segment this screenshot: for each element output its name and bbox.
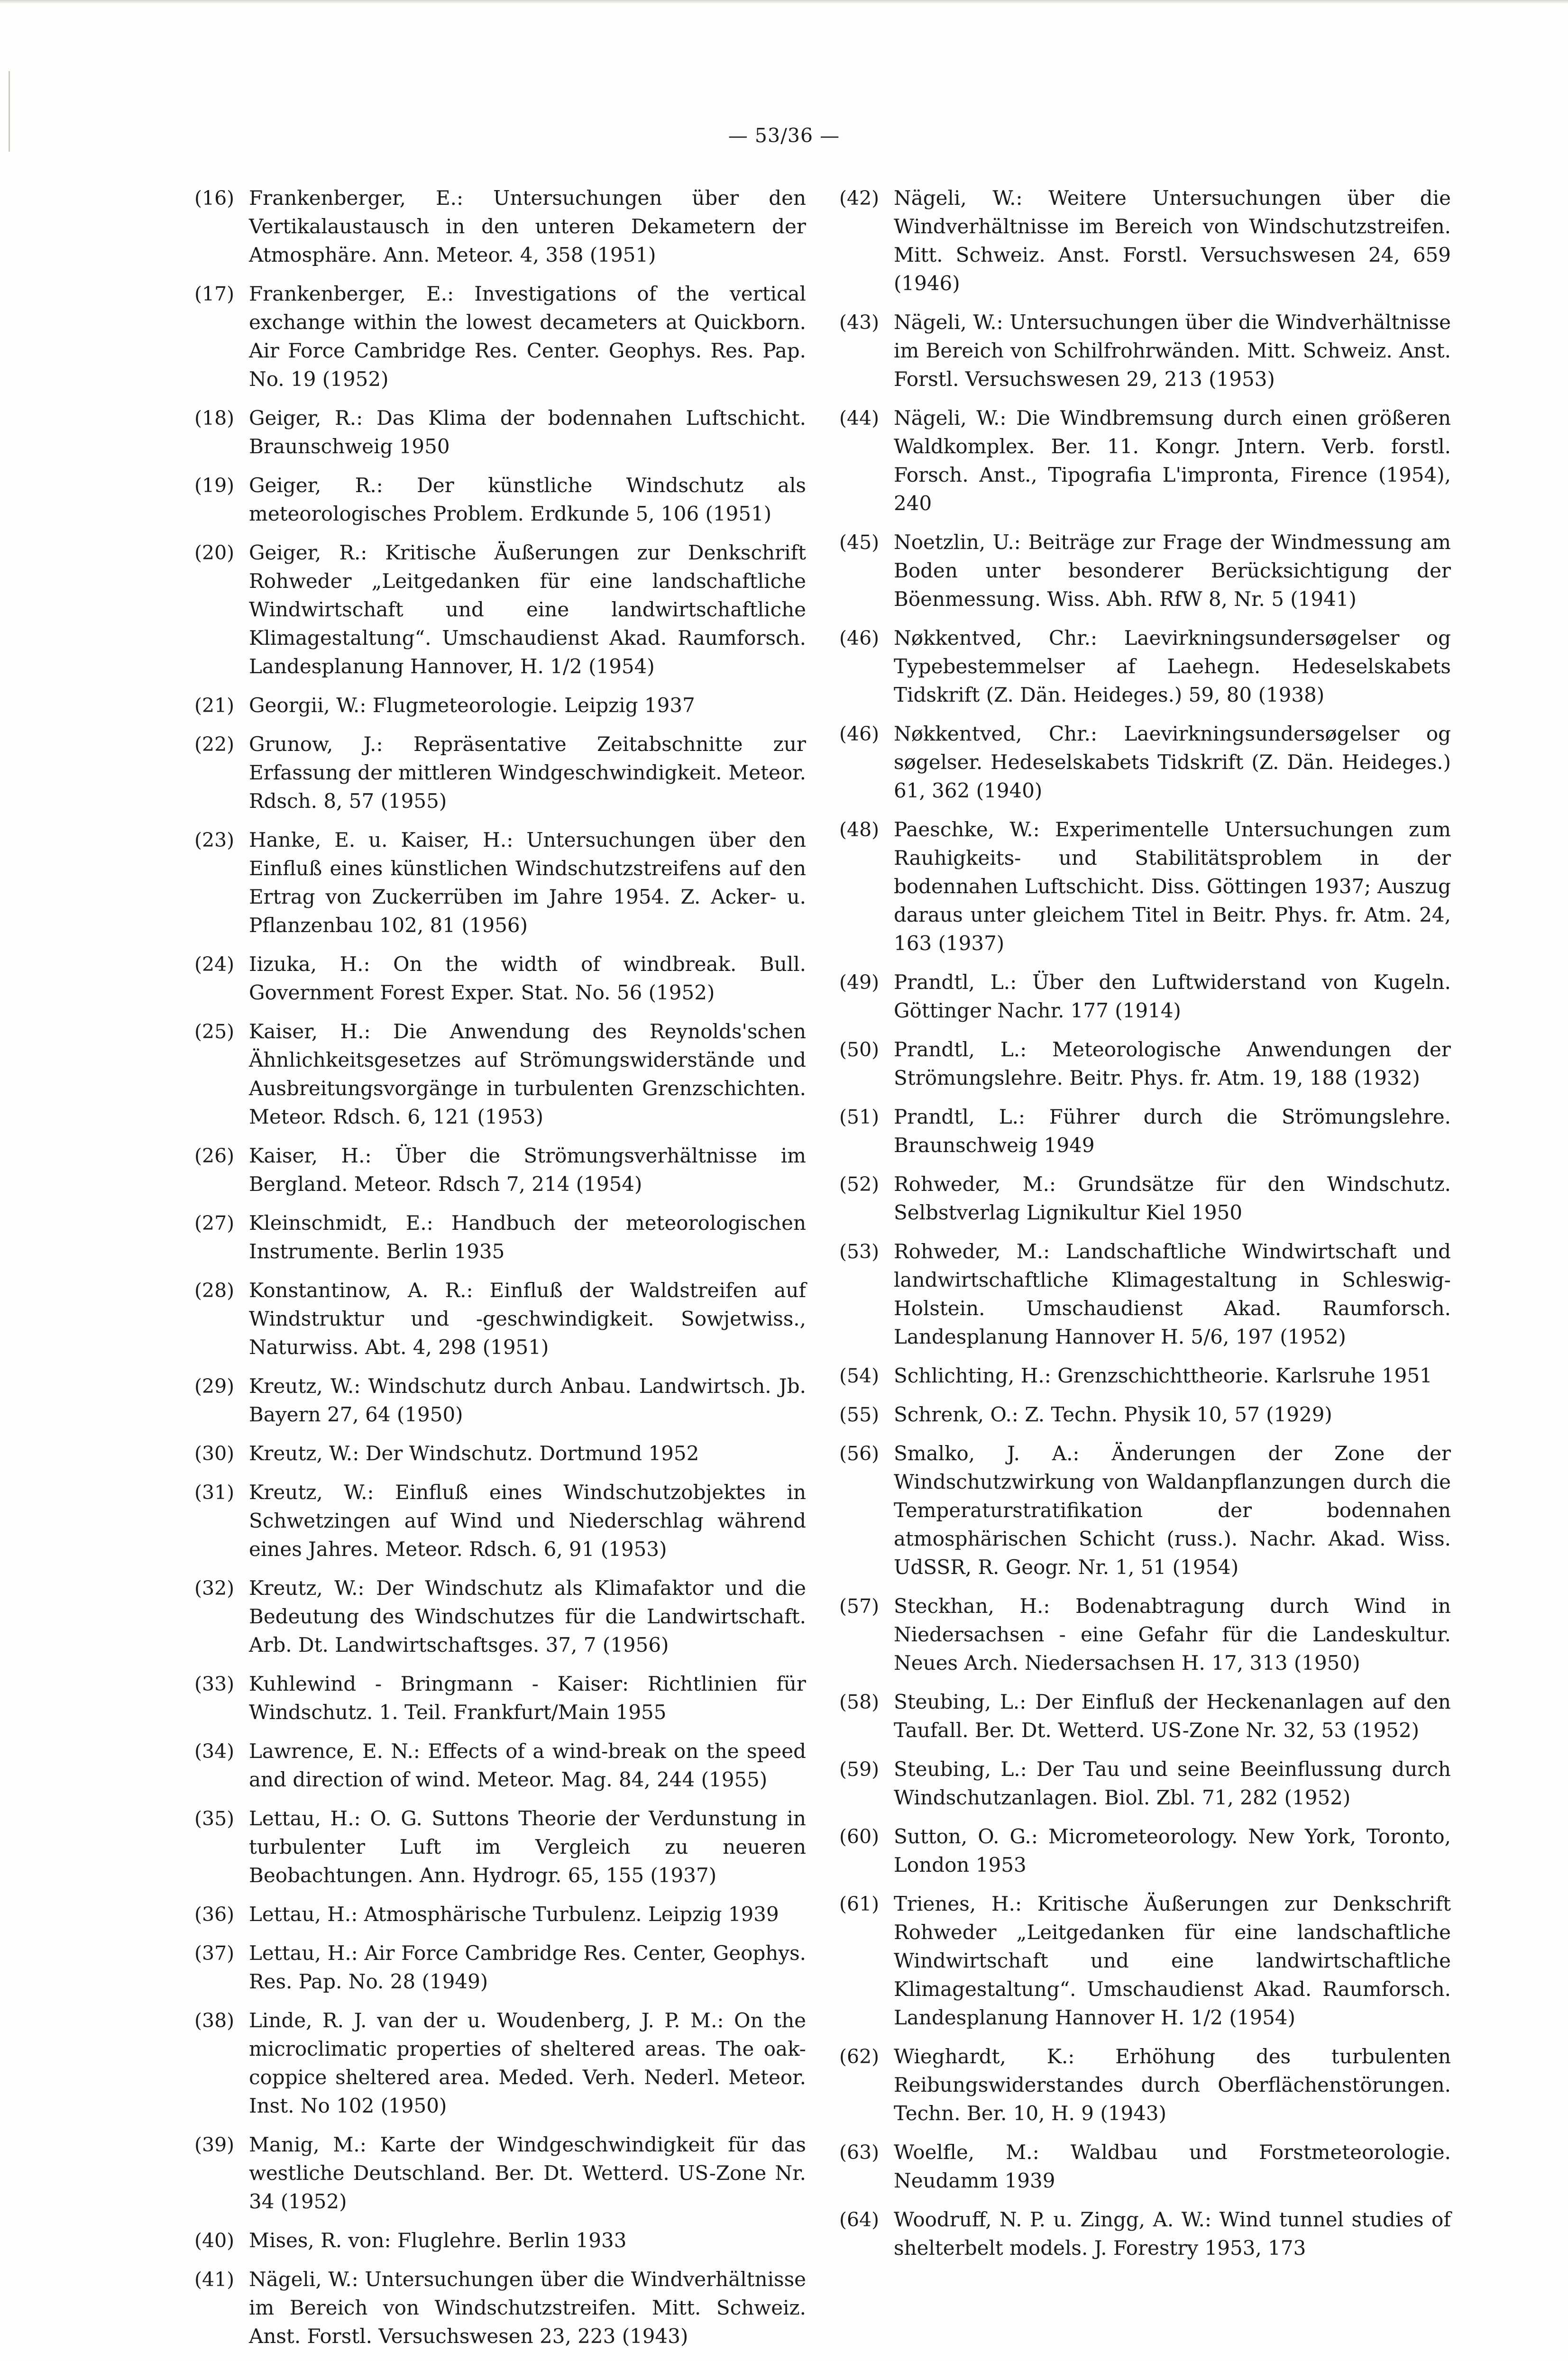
reference-text: Schlichting, H.: Grenzschichttheorie. Karlsruhe 1951: [894, 1364, 1432, 1387]
reference-entry: [194, 1804, 806, 1890]
page-number: — 53/36 —: [728, 124, 840, 147]
reference-entry: [839, 2042, 1451, 2128]
reference-number: (44): [839, 407, 880, 430]
reference-number: (56): [839, 1442, 880, 1465]
reference-text: Prandtl, L.: Über den Luftwiderstand von Kugeln. Göttinger Nachr. 177 (1914): [894, 970, 1451, 1022]
reference-entry: [839, 1439, 1451, 1582]
reference-text: Geiger, R.: Der künstliche Windschutz als meteorologisches Problem. Erdkunde 5, 106 (1951): [249, 474, 806, 525]
reference-number: (48): [839, 818, 880, 841]
reference-text: Nägeli, W.: Untersuchungen über die Windverhältnisse im Bereich von Windschutzstreifen. Mitt. Schweiz. Anst. Forstl. Versuchswesen 23, 223 (1943): [249, 2268, 806, 2348]
reference-number: (63): [839, 2141, 880, 2164]
reference-number: (45): [839, 531, 880, 554]
reference-entry: [194, 404, 806, 461]
reference-entry: [194, 730, 806, 815]
reference-text: Iizuka, H.: On the width of windbreak. Bull. Government Forest Exper. Stat. No. 56 (1952): [249, 952, 806, 1004]
reference-number: (35): [194, 1807, 235, 1830]
reference-number: (41): [194, 2268, 235, 2291]
reference-entry: [194, 1670, 806, 1727]
reference-number: (55): [839, 1403, 880, 1426]
reference-entry: [194, 950, 806, 1007]
reference-number: (22): [194, 733, 235, 756]
reference-entry: [194, 1142, 806, 1199]
reference-number: (37): [194, 1942, 235, 1965]
reference-number: (53): [839, 1240, 880, 1263]
reference-entry: [194, 2265, 806, 2351]
reference-text: Steubing, L.: Der Tau und seine Beeinflussung durch Windschutzanlagen. Biol. Zbl. 71, 282 (1952): [894, 1757, 1451, 1809]
reference-number: (24): [194, 953, 235, 976]
reference-number: (30): [194, 1442, 235, 1465]
reference-text: Geiger, R.: Kritische Äußerungen zur Denkschrift Rohweder „Leitgedanken für eine landschaftliche Windwirtschaft und eine landwirtschaftliche Klimagestaltung“. Umschaudienst Akad. Raumforsch. Landesplanung Hannover, H. 1/2 (1954): [249, 541, 806, 678]
reference-entry: [839, 404, 1451, 518]
reference-entry: [839, 624, 1451, 709]
reference-text: Hanke, E. u. Kaiser, H.: Untersuchungen über den Einfluß eines künstlichen Windschutzstreifens auf den Ertrag von Zuckerrüben im Jahre 1954. Z. Acker- u. Pflanzenbau 102, 81 (1956): [249, 828, 806, 937]
reference-text: Prandtl, L.: Meteorologische Anwendungen der Strömungslehre. Beitr. Phys. fr. Atm. 19, 188 (1932): [894, 1038, 1451, 1089]
reference-text: Geiger, R.: Das Klima der bodennahen Luftschicht. Braunschweig 1950: [249, 406, 806, 458]
reference-text: Rohweder, M.: Grundsätze für den Windschutz. Selbstverlag Lignikultur Kiel 1950: [894, 1172, 1451, 1224]
reference-entry: [839, 2138, 1451, 2195]
reference-text: Noetzlin, U.: Beiträge zur Frage der Windmessung am Boden unter besonderer Berücksichtigung der Böenmessung. Wiss. Abh. RfW 8, Nr. 5 (1941): [894, 531, 1451, 611]
reference-number: (62): [839, 2045, 880, 2068]
reference-number: (27): [194, 1212, 235, 1235]
reference-number: (50): [839, 1038, 880, 1061]
reference-entry: [839, 1237, 1451, 1351]
reference-entry: [839, 720, 1451, 805]
reference-number: (17): [194, 283, 235, 305]
reference-number: (36): [194, 1903, 235, 1926]
reference-entry: [839, 968, 1451, 1025]
reference-number: (18): [194, 407, 235, 430]
reference-text: Paeschke, W.: Experimentelle Untersuchungen zum Rauhigkeits- und Stabilitätsproblem in der bodennahen Luftschicht. Diss. Göttingen 1937; Auszug daraus unter gleichem Titel in Beitr. Phys. fr. Atm. 24, 163 (1937): [894, 818, 1451, 955]
reference-entry: [839, 1755, 1451, 1812]
reference-text: Trienes, H.: Kritische Äußerungen zur Denkschrift Rohweder „Leitgedanken für eine landschaftliche Windwirtschaft und eine landwirtschaftliche Klimagestaltung“. Umschaudienst Akad. Raumforsch. Landesplanung Hannover H. 1/2 (1954): [894, 1892, 1451, 2029]
reference-entry: [194, 2006, 806, 2120]
reference-entry: [194, 691, 806, 720]
reference-number: (52): [839, 1173, 880, 1196]
reference-entry: [194, 2131, 806, 2216]
reference-text: Nøkkentved, Chr.: Laevirkningsundersøgelser og Typebestemmelser af Laehegn. Hedeselskabets Tidskrift (Z. Dän. Heideges.) 59, 80 (1938): [894, 626, 1451, 706]
reference-number: (57): [839, 1595, 880, 1618]
reference-text: Kleinschmidt, E.: Handbuch der meteorologischen Instrumente. Berlin 1935: [249, 1211, 806, 1263]
reference-entry: [194, 1737, 806, 1794]
reference-text: Nägeli, W.: Untersuchungen über die Windverhältnisse im Bereich von Schilfrohrwänden. Mitt. Schweiz. Anst. Forstl. Versuchswesen 29, 213 (1953): [894, 311, 1451, 391]
reference-text: Frankenberger, E.: Investigations of the vertical exchange within the lowest decameters at Quickborn. Air Force Cambridge Res. Center. Geophys. Res. Pap. No. 19 (1952): [249, 282, 806, 391]
reference-number: (34): [194, 1740, 235, 1763]
reference-entry: [194, 280, 806, 394]
reference-number: (39): [194, 2133, 235, 2156]
reference-number: (21): [194, 694, 235, 717]
reference-number: (64): [839, 2208, 880, 2231]
reference-entry: [194, 539, 806, 681]
reference-number: (32): [194, 1577, 235, 1600]
reference-entry: [839, 1103, 1451, 1160]
reference-number: (16): [194, 187, 235, 210]
reference-entry: [194, 471, 806, 528]
reference-number: (54): [839, 1364, 880, 1387]
reference-text: Konstantinow, A. R.: Einfluß der Waldstreifen auf Windstruktur und -geschwindigkeit. Sowjetwiss., Naturwiss. Abt. 4, 298 (1951): [249, 1279, 806, 1359]
reference-entry: [194, 1017, 806, 1131]
reference-number: (61): [839, 1893, 880, 1915]
reference-entry: [194, 1478, 806, 1564]
reference-text: Rohweder, M.: Landschaftliche Windwirtschaft und landwirtschaftliche Klimagestaltung in Schleswig-Holstein. Umschaudienst Akad. Raumforsch. Landesplanung Hannover H. 5/6, 197 (1952): [894, 1240, 1451, 1348]
reference-text: Kuhlewind - Bringmann - Kaiser: Richtlinien für Windschutz. 1. Teil. Frankfurt/Main 1955: [249, 1672, 806, 1724]
reference-text: Kaiser, H.: Über die Strömungsverhältnisse im Bergland. Meteor. Rdsch 7, 214 (1954): [249, 1144, 806, 1196]
reference-entry: [839, 2205, 1451, 2262]
reference-text: Manig, M.: Karte der Windgeschwindigkeit für das westliche Deutschland. Ber. Dt. Wetterd. US-Zone Nr. 34 (1952): [249, 2133, 806, 2213]
reference-entry: [839, 1890, 1451, 2032]
reference-entry: [194, 2226, 806, 2255]
reference-entry: [194, 184, 806, 269]
reference-number: (23): [194, 829, 235, 851]
reference-text: Schrenk, O.: Z. Techn. Physik 10, 57 (1929): [894, 1403, 1332, 1426]
reference-text: Kreutz, W.: Einfluß eines Windschutzobjektes in Schwetzingen auf Wind und Niederschlag während eines Jahres. Meteor. Rdsch. 6, 91 (1953): [249, 1481, 806, 1561]
reference-number: (49): [839, 971, 880, 994]
reference-text: Mises, R. von: Fluglehre. Berlin 1933: [249, 2229, 627, 2252]
reference-number: (59): [839, 1758, 880, 1781]
reference-text: Grunow, J.: Repräsentative Zeitabschnitte zur Erfassung der mittleren Windgeschwindigkeit. Meteor. Rdsch. 8, 57 (1955): [249, 732, 806, 813]
reference-entry: [839, 1362, 1451, 1390]
reference-number: (29): [194, 1375, 235, 1398]
reference-number: (46): [839, 723, 880, 745]
reference-entry: [839, 1400, 1451, 1429]
reference-entry: [194, 1574, 806, 1659]
reference-number: (33): [194, 1673, 235, 1695]
reference-text: Smalko, J. A.: Änderungen der Zone der Windschutzwirkung von Waldanpflanzungen durch die Temperaturstratifikation der bodennahen atmosphärischen Schicht (russ.). Nachr. Akad. Wiss. UdSSR, R. Geogr. Nr. 1, 51 (1954): [894, 1442, 1451, 1579]
reference-number: (43): [839, 311, 880, 334]
reference-text: Woelfle, M.: Waldbau und Forstmeteorologie. Neudamm 1939: [894, 2141, 1451, 2192]
reference-text: Georgii, W.: Flugmeteorologie. Leipzig 1937: [249, 694, 695, 717]
reference-entry: [839, 308, 1451, 394]
reference-text: Nägeli, W.: Die Windbremsung durch einen größeren Waldkomplex. Ber. 11. Kongr. Jntern. Verb. forstl. Forsch. Anst., Tipografia L'impronta, Firence (1954), 240: [894, 406, 1451, 515]
reference-entry: [839, 1035, 1451, 1092]
reference-entry: [194, 1939, 806, 1996]
reference-text: Lettau, H.: Air Force Cambridge Res. Center, Geophys. Res. Pap. No. 28 (1949): [249, 1941, 806, 1993]
reference-number: (28): [194, 1279, 235, 1302]
reference-number: (25): [194, 1020, 235, 1043]
reference-number: (38): [194, 2009, 235, 2032]
reference-text: Kreutz, W.: Windschutz durch Anbau. Landwirtsch. Jb. Bayern 27, 64 (1950): [249, 1374, 806, 1426]
reference-entry: [194, 826, 806, 940]
reference-entry: [839, 184, 1451, 298]
reference-number: (26): [194, 1144, 235, 1167]
reference-entry: [194, 1439, 806, 1468]
reference-entry: [194, 1209, 806, 1266]
reference-text: Nägeli, W.: Weitere Untersuchungen über die Windverhältnisse im Bereich von Windschutzstreifen. Mitt. Schweiz. Anst. Forstl. Versuchswesen 24, 659 (1946): [894, 186, 1451, 295]
references-column-left: [194, 184, 806, 2361]
reference-entry: [194, 1900, 806, 1929]
reference-number: (42): [839, 187, 880, 210]
reference-number: (19): [194, 474, 235, 497]
reference-text: Prandtl, L.: Führer durch die Strömungslehre. Braunschweig 1949: [894, 1105, 1451, 1157]
reference-text: Kreutz, W.: Der Windschutz. Dortmund 1952: [249, 1442, 699, 1465]
reference-entry: [839, 815, 1451, 958]
reference-text: Lettau, H.: O. G. Suttons Theorie der Verdunstung in turbulenter Luft im Vergleich zu neueren Beobachtungen. Ann. Hydrogr. 65, 155 (1937): [249, 1807, 806, 1887]
reference-number: (40): [194, 2229, 235, 2252]
reference-entry: [839, 1822, 1451, 1879]
scan-edge: [0, 0, 1568, 4]
reference-text: Steubing, L.: Der Einfluß der Heckenanlagen auf den Taufall. Ber. Dt. Wetterd. US-Zone Nr. 32, 53 (1952): [894, 1690, 1451, 1742]
reference-entry: [194, 1276, 806, 1362]
reference-text: Lettau, H.: Atmosphärische Turbulenz. Leipzig 1939: [249, 1903, 779, 1926]
reference-text: Wieghardt, K.: Erhöhung des turbulenten Reibungswiderstandes durch Oberflächenstörungen. Techn. Ber. 10, H. 9 (1943): [894, 2045, 1451, 2125]
reference-entry: [839, 1688, 1451, 1745]
reference-text: Lawrence, E. N.: Effects of a wind-break on the speed and direction of wind. Meteor. Mag. 84, 244 (1955): [249, 1739, 806, 1791]
reference-text: Kaiser, H.: Die Anwendung des Reynolds'schen Ähnlichkeitsgesetzes auf Strömungswiderstände und Ausbreitungsvorgänge in turbulenten Grenzschichten. Meteor. Rdsch. 6, 121 (1953): [249, 1020, 806, 1128]
reference-number: (58): [839, 1691, 880, 1713]
references-column-right: [839, 184, 1451, 2273]
reference-entry: [839, 528, 1451, 613]
reference-text: Frankenberger, E.: Untersuchungen über den Vertikalaustausch in den unteren Dekametern der Atmosphäre. Ann. Meteor. 4, 358 (1951): [249, 186, 806, 266]
reference-text: Nøkkentved, Chr.: Laevirkningsundersøgelser og søgelser. Hedeselskabets Tidskrift (Z. Dän. Heideges.) 61, 362 (1940): [894, 722, 1451, 802]
reference-number: (60): [839, 1825, 880, 1848]
reference-number: (20): [194, 541, 235, 564]
reference-text: Steckhan, H.: Bodenabtragung durch Wind in Niedersachsen - eine Gefahr für die Landeskultur. Neues Arch. Niedersachsen H. 17, 313 (1950): [894, 1594, 1451, 1675]
reference-entry: [839, 1592, 1451, 1677]
reference-number: (46): [839, 627, 880, 650]
reference-number: (51): [839, 1106, 880, 1128]
reference-text: Linde, R. J. van der u. Woudenberg, J. P. M.: On the microclimatic properties of sheltered areas. The oak-coppice sheltered area. Meded. Verh. Nederl. Meteor. Inst. No 102 (1950): [249, 2009, 806, 2117]
reference-entry: [839, 1170, 1451, 1227]
reference-entry: [194, 1372, 806, 1429]
reference-text: Sutton, O. G.: Micrometeorology. New York, Toronto, London 1953: [894, 1825, 1451, 1876]
reference-text: Kreutz, W.: Der Windschutz als Klimafaktor und die Bedeutung des Windschutzes für die Landwirtschaft. Arb. Dt. Landwirtschaftsges. 37, 7 (1956): [249, 1576, 806, 1656]
reference-text: Woodruff, N. P. u. Zingg, A. W.: Wind tunnel studies of shelterbelt models. J. Forestry 1953, 173: [894, 2208, 1451, 2260]
reference-number: (31): [194, 1481, 235, 1504]
